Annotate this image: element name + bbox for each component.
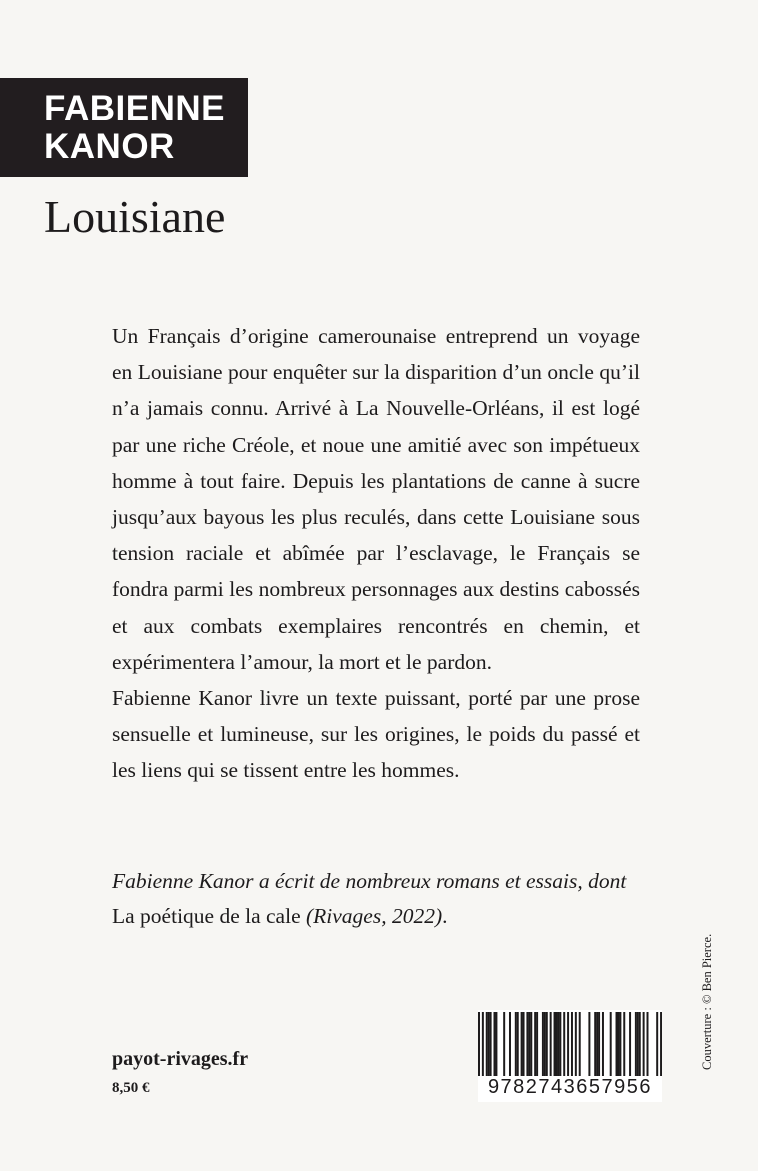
barcode-bar — [490, 1012, 492, 1076]
barcode-bar — [530, 1012, 532, 1076]
barcode-bar — [557, 1012, 559, 1076]
barcode-bar — [596, 1012, 598, 1076]
barcode-bar — [509, 1012, 511, 1076]
publisher-website: payot-rivages.fr — [112, 1048, 249, 1070]
bio-period: . — [442, 904, 448, 928]
isbn-number: 9782743657956 — [487, 1076, 653, 1098]
barcode-bar — [567, 1012, 569, 1076]
author-bio — [112, 864, 640, 934]
barcode-bar — [660, 1012, 662, 1076]
barcode-bar — [486, 1012, 488, 1076]
author-last-name: KANOR — [44, 127, 175, 166]
barcode-bar — [559, 1012, 561, 1076]
back-cover-blurb — [112, 318, 640, 789]
blurb-paragraph-2: Fabienne Kanor livre un texte puissant, porté par une prose sensuelle et lumineuse, sur les origines, le poids du passé et les liens qui se tissent entre les hommes. — [112, 686, 640, 783]
price: 8,50 € — [112, 1080, 150, 1096]
barcode-bar — [542, 1012, 544, 1076]
barcode-bar — [550, 1012, 552, 1076]
barcode-bar — [571, 1012, 573, 1076]
author-name-block — [0, 78, 248, 177]
barcode-bar — [554, 1012, 556, 1076]
barcode-bar — [563, 1012, 565, 1076]
book-title: Louisiane — [44, 191, 226, 242]
barcode-bar — [635, 1012, 637, 1076]
bio-publisher: (Rivages, 2022) — [306, 904, 443, 928]
barcode-bar — [534, 1012, 536, 1076]
barcode-bar — [546, 1012, 548, 1076]
cover-credit: Couverture : © Ben Pierce. — [700, 933, 714, 1070]
barcode-bar — [610, 1012, 612, 1076]
barcode-bar — [619, 1012, 621, 1076]
barcode-bar — [617, 1012, 619, 1076]
barcode-bar — [517, 1012, 519, 1076]
barcode-bar — [544, 1012, 546, 1076]
barcode-bar — [623, 1012, 625, 1076]
barcode-bar — [575, 1012, 577, 1076]
barcode-bar — [637, 1012, 639, 1076]
barcode-bar — [588, 1012, 590, 1076]
blurb-paragraph-1: Un Français d’origine camerounaise entreprend un voyage en Louisiane pour enquêter sur la disparition d’un oncle qu’il n’a jamais connu. Arrivé à La Nouvelle-Orléans, il est logé par une riche Créole, et noue une amitié avec son impétueux homme à tout faire. Depuis les plantations de canne à sucre jusqu’aux bayous les plus reculés, dans cette Louisiane sous tension raciale et abîmée par l’esclavage, le Français se fondra parmi les nombreux personnages aux destins cabossés et aux combats exemplaires rencontrés en chemin, et expérimentera l’amour, la mort et le pardon. — [112, 324, 640, 674]
barcode-bar — [503, 1012, 505, 1076]
barcode-bar — [579, 1012, 581, 1076]
bio-book-title: La poétique de la cale — [112, 904, 301, 928]
barcode-bar — [656, 1012, 658, 1076]
barcode-bar — [602, 1012, 604, 1076]
barcode-bar — [598, 1012, 600, 1076]
bio-text: Fabienne Kanor a écrit de nombreux romans et essais, dont — [112, 869, 627, 893]
barcode-bar — [493, 1012, 495, 1076]
barcode-bar — [528, 1012, 530, 1076]
barcode-bar — [488, 1012, 490, 1076]
barcode-bar — [521, 1012, 523, 1076]
barcode-bar — [555, 1012, 557, 1076]
barcode-bars — [478, 1010, 662, 1076]
barcode-bar — [594, 1012, 596, 1076]
barcode-bar — [526, 1012, 528, 1076]
barcode-bar — [523, 1012, 525, 1076]
barcode-bar — [639, 1012, 641, 1076]
barcode-bar — [647, 1012, 649, 1076]
barcode-bar — [643, 1012, 645, 1076]
author-first-name: FABIENNE — [44, 89, 225, 128]
barcode-bar — [478, 1012, 480, 1076]
barcode-bar — [629, 1012, 631, 1076]
barcode-bar — [536, 1012, 538, 1076]
barcode-bar — [616, 1012, 618, 1076]
barcode-bar — [515, 1012, 517, 1076]
barcode-bar — [482, 1012, 484, 1076]
barcode-bar — [495, 1012, 497, 1076]
